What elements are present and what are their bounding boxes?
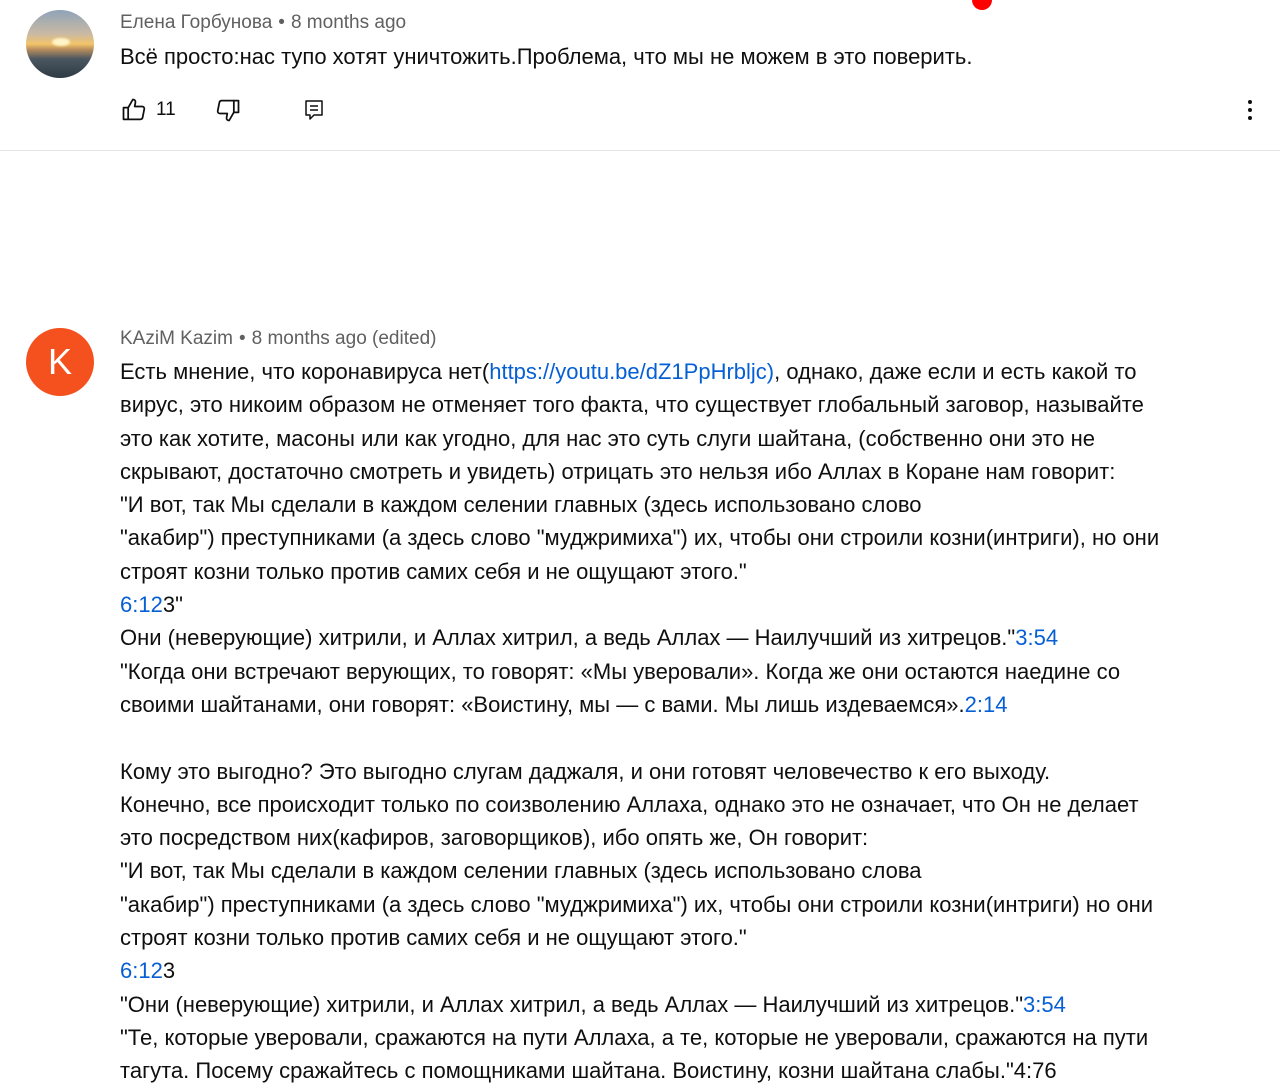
comment-text-segment: это посредством них(кафиров, заговорщиков), ибо опять же, Он говорит: — [120, 825, 869, 851]
comment-text-segment: "акабир") преступниками (а здесь слово "муджримиха") их, чтобы они строили козни(интриги), но они — [120, 525, 1160, 551]
comment-line — [120, 488, 1270, 521]
comment-text-segment: тагута. Посему сражайтесь с помощниками шайтана. Воистину, козни шайтана слабы."4:76 — [120, 1058, 1057, 1084]
comment-text: Всё просто:нас тупо хотят уничтожить.Проблема, что мы не можем в это поверить. — [120, 44, 973, 69]
comment-line — [120, 954, 1270, 987]
comment-actions — [120, 94, 326, 126]
comment-time[interactable]: 8 months ago (edited) — [251, 328, 437, 349]
comment-text-segment: это как хотите, масоны или как угодно, для нас это суть слуги шайтана, (собственно они это не — [120, 425, 1095, 451]
comment-header — [120, 12, 406, 34]
comment-text-segment: Кому это выгодно? Это выгодно слугам даджаля, и они готовят человечество к его выходу. — [120, 758, 1051, 784]
comment-text-segment: "И вот, так Мы сделали в каждом селении главных (здесь использовано слова — [120, 858, 922, 884]
comment-text-segment: "акабир") преступниками (а здесь слово "муджримиха") их, чтобы они строили козни(интриги) но они — [120, 891, 1154, 917]
comment-line — [120, 988, 1270, 1021]
like-count: 11 — [156, 99, 176, 120]
comment-thread-1 — [0, 0, 1280, 150]
avatar[interactable]: K — [26, 328, 94, 396]
comment-time[interactable]: 8 months ago — [290, 12, 407, 33]
thumb-up-icon — [120, 96, 148, 124]
separator-dot: • — [238, 328, 246, 349]
comment-line — [120, 755, 1270, 788]
comment-text-segment: , однако, даже если и есть какой то — [774, 359, 1137, 384]
comment-text-segment: Они (неверующие) хитрили, и Аллах хитрил, а ведь Аллах — Наилучший из хитрецов." — [120, 625, 1016, 651]
comment-link[interactable]: 3:54 — [1015, 625, 1059, 651]
comment-text-segment: строят козни только против самих себя и не ощущают этого." — [120, 925, 747, 951]
comment-line — [120, 854, 1270, 887]
comment-header — [120, 328, 436, 350]
reply-button[interactable] — [302, 98, 326, 122]
comment-text-segment: скрывают, достаточно смотреть и увидеть) отрицать это нельзя ибо Аллах в Коране нам говорит: — [120, 458, 1116, 484]
comment-line — [120, 1021, 1270, 1054]
thumb-down-icon — [214, 96, 242, 124]
comment-text-segment: строят козни только против самих себя и не ощущают этого." — [120, 558, 747, 584]
comment-text-segment: Есть мнение, что коронавируса нет( — [120, 359, 490, 384]
separator-dot: • — [278, 12, 285, 33]
comment-line — [120, 721, 1270, 754]
comment-line — [120, 521, 1270, 554]
comment-text-segment: 3" — [162, 592, 183, 618]
comment-text-segment: своими шайтанами, они говорят: «Воистину, мы — с вами. Мы лишь издеваемся». — [120, 691, 965, 717]
like-button[interactable] — [120, 96, 176, 124]
comment-link[interactable]: 6:12 — [120, 958, 163, 984]
comment-text-segment: вирус, это никоим образом не отменяет того факта, что существует глобальный заговор, называйте — [120, 392, 1144, 418]
comment-link[interactable]: 2:14 — [964, 691, 1008, 717]
comment-line — [120, 688, 1270, 721]
comment-line — [120, 555, 1270, 588]
comment-text-segment: "И вот, так Мы сделали в каждом селении главных (здесь использовано слово — [120, 492, 922, 518]
comment-link[interactable]: 3:54 — [1023, 991, 1066, 1017]
comment-line — [120, 388, 1270, 421]
comment-line — [120, 455, 1270, 488]
author-name[interactable]: KAziM Kazim — [120, 328, 233, 349]
dislike-button[interactable] — [214, 96, 242, 124]
avatar[interactable] — [26, 10, 94, 78]
comment-line — [120, 621, 1270, 654]
comment-line — [120, 888, 1270, 921]
comment-line — [120, 788, 1270, 821]
divider — [0, 150, 1280, 151]
comment-line — [120, 921, 1270, 954]
comment-link[interactable]: https://youtu.be/dZ1PpHrbljc) — [489, 359, 775, 384]
comment-text-segment: "Они (неверующие) хитрили, и Аллах хитрил, а ведь Аллах — Наилучший из хитрецов." — [120, 991, 1024, 1017]
comment-line — [120, 355, 1270, 388]
comment-line — [120, 1054, 1270, 1087]
author-name[interactable]: Елена Горбунова — [120, 12, 273, 33]
comment-line — [120, 422, 1270, 455]
comment-line — [120, 655, 1270, 688]
comment-text-segment: "Когда они встречают верующих, то говорят: «Мы уверовали». Когда же они остаются наедине со — [120, 658, 1121, 684]
comment-link[interactable]: 6:12 — [120, 592, 163, 618]
more-vert-icon[interactable] — [1238, 96, 1262, 124]
comment-line — [120, 821, 1270, 854]
comment-text-segment: Конечно, все происходит только по соизволению Аллаха, однако это не означает, что Он не делает — [120, 791, 1139, 817]
comment-line — [120, 588, 1270, 621]
reply-icon — [302, 98, 326, 122]
comment-text — [120, 355, 1270, 1088]
comment-text-segment: 3 — [162, 958, 176, 984]
comment-text-segment: "Те, которые уверовали, сражаются на пути Аллаха, а те, которые не уверовали, сражаются на пути — [120, 1024, 1149, 1050]
